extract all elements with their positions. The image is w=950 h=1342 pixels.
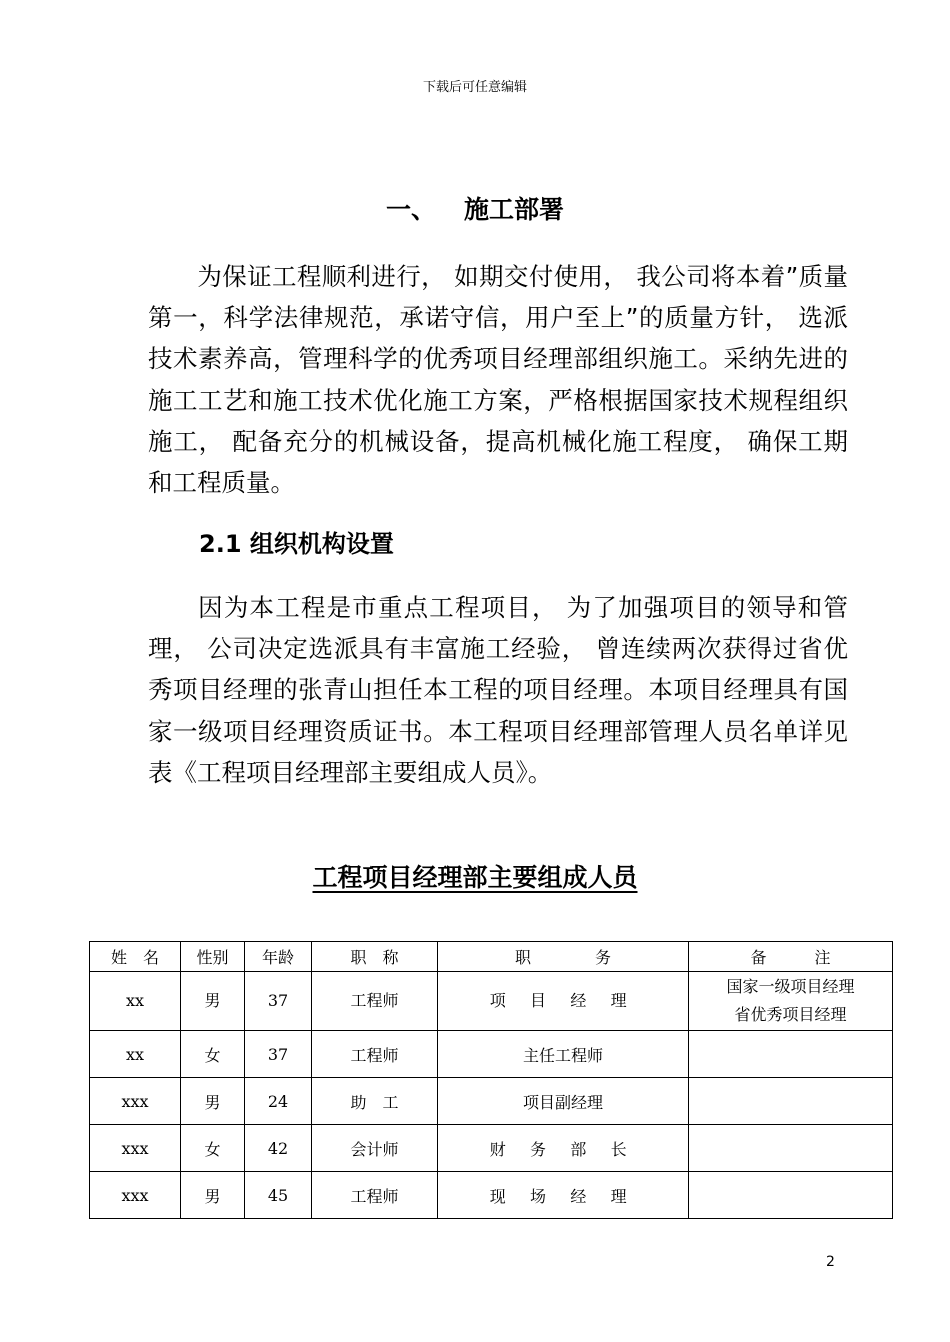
cell-title: 助 工 — [312, 1078, 438, 1125]
table-row — [90, 1125, 893, 1172]
header-title: 职 称 — [312, 942, 438, 972]
page-number: 2 — [826, 1254, 835, 1270]
cell-gender: 男 — [181, 972, 245, 1031]
cell-position: 现 场 经 理 — [438, 1172, 689, 1219]
cell-gender: 女 — [181, 1031, 245, 1078]
table-row — [90, 972, 893, 1031]
cell-note — [689, 1031, 893, 1078]
cell-gender: 男 — [181, 1172, 245, 1219]
header-age: 年龄 — [245, 942, 312, 972]
intro-paragraph-text: 为保证工程顺利进行， 如期交付使用， 我公司将本着”质量第一，科学法律规范，承诺守信，用户至上”的质量方针， 选派技术素养高，管理科学的优秀项目经理部组织施工。采纳先进的施工工艺和施工技术优化施工方案，严格根据国家技术规程组织施工， 配备充分的机械设备，提高机械化施工程度， 确保工期和工程质量。 — [148, 262, 848, 498]
cell-age: 24 — [245, 1078, 312, 1125]
cell-note — [689, 1078, 893, 1125]
table-header-row — [90, 942, 893, 972]
cell-title: 会计师 — [312, 1125, 438, 1172]
cell-age: 37 — [245, 972, 312, 1031]
table-title-text: 工程项目经理部主要组成人员 — [312, 863, 638, 892]
cell-note — [689, 1172, 893, 1219]
cell-name: xxx — [90, 1078, 181, 1125]
staff-table — [89, 941, 893, 1219]
section-title-text: 施工部署 — [464, 195, 565, 224]
cell-position: 项 目 经 理 — [438, 972, 689, 1031]
table-row — [90, 1172, 893, 1219]
cell-note — [689, 972, 893, 1031]
cell-name: xx — [90, 972, 181, 1031]
intro-paragraph — [148, 256, 848, 503]
header-position: 职 务 — [438, 942, 689, 972]
note-line-1: 国家一级项目经理 — [726, 977, 855, 996]
cell-name: xx — [90, 1031, 181, 1078]
cell-name: xxx — [90, 1125, 181, 1172]
cell-note — [689, 1125, 893, 1172]
cell-age: 37 — [245, 1031, 312, 1078]
table-row — [90, 1078, 893, 1125]
note-line-2: 省优秀项目经理 — [734, 1005, 847, 1024]
section-title — [0, 190, 950, 226]
cell-title: 工程师 — [312, 1031, 438, 1078]
cell-title: 工程师 — [312, 972, 438, 1031]
cell-title: 工程师 — [312, 1172, 438, 1219]
organization-paragraph — [148, 587, 848, 793]
table-row — [90, 1031, 893, 1078]
header-note: 备 注 — [689, 942, 893, 972]
subsection-heading: 2.1 组织机构设置 — [199, 530, 394, 558]
cell-position: 项目副经理 — [438, 1078, 689, 1125]
header-gender: 性别 — [181, 942, 245, 972]
page-header: 下载后可任意编辑 — [422, 80, 527, 95]
cell-gender: 男 — [181, 1078, 245, 1125]
table-title — [0, 858, 950, 894]
cell-position: 主任工程师 — [438, 1031, 689, 1078]
cell-age: 42 — [245, 1125, 312, 1172]
section-number: 一、 — [385, 195, 436, 224]
cell-position: 财 务 部 长 — [438, 1125, 689, 1172]
header-name: 姓 名 — [90, 942, 181, 972]
cell-age: 45 — [245, 1172, 312, 1219]
cell-name: xxx — [90, 1172, 181, 1219]
organization-paragraph-text: 因为本工程是市重点工程项目， 为了加强项目的领导和管理， 公司决定选派具有丰富施工经验， 曾连续两次获得过省优秀项目经理的张青山担任本工程的项目经理。本项目经理具有国家一级项目经理资质证书。本工程项目经理部管理人员名单详见表《工程项目经理部主要组成人员》。 — [148, 593, 848, 787]
cell-gender: 女 — [181, 1125, 245, 1172]
